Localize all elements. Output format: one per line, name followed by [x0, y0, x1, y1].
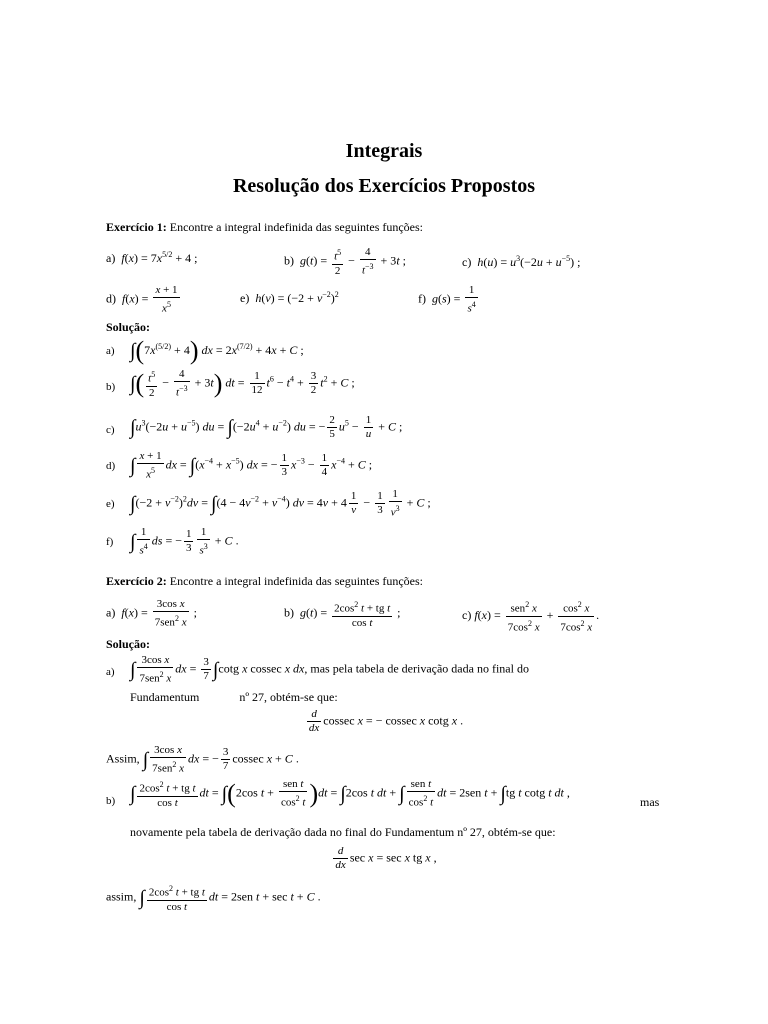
ex1-item-d: d) f(x) = $\frac{x + 1}{x^5}$: [106, 284, 178, 315]
sol2-a: ∫ $\frac{\text{3cos x}}{7sen^2 x}$ dx = $\frac{3}{7}$ ∫cotg x cossec x dx, mas pela tabela de derivação dada no final do: [130, 654, 529, 685]
sol2-b-result: assim, ∫ $\frac{2\cos^2 t + tg t}{\text{cos t}}$ dt = 2sen t + sec t + C .: [106, 884, 321, 913]
ex1-item-c: c) $h(u) = u^3(-2u + u^{-5})$ ;: [462, 254, 581, 269]
page-subtitle: Resolução dos Exercícios Propostos: [232, 175, 536, 197]
sol1-a-label: a): [106, 345, 115, 357]
ex1-solution-label: Solução:: [106, 320, 151, 334]
ex1-item-f: f) g(s) = $\frac{1}{s^4}$: [418, 284, 476, 315]
sol1-c: $\int u^3(-2u + u^{-5})$ du = $\int(-2u^4 + u^{-2})$ du = − $\frac{2}{5}$ $u^5$ − $\frac{1}{u}$ + C ;: [130, 414, 403, 440]
sol2-b: ∫ $\frac{2\cos^2 t + tg t}{\text{cos t}}$ dt = ∫(2cos t + $\frac{\text{sen t}}{\cos^2 t}$ )dt = ∫2cos t dt + ∫ $\frac{\text{sen t}}{\cos^2 t}$ dt = 2sen t + ∫tg t cotg t dt ,: [130, 778, 570, 809]
ex2-item-a: a) f(x) = $\frac{\text{3cos x}}{7sen^2 x}$ ;: [106, 598, 197, 629]
sol1-a: $\int(7x^{(5/2)} + 4)$ dx = $2x^{(7/2)} + 4x + C$ ;: [130, 336, 304, 365]
sol1-c-label: c): [106, 424, 115, 436]
sol2-b-mas: mas: [640, 795, 660, 809]
exercise-1-heading: [106, 220, 423, 235]
sol2-a-assim: Assim,: [106, 751, 140, 766]
ex2-solution-label: Solução:: [106, 637, 151, 651]
sol2-b-assim: assim,: [106, 889, 137, 904]
exercise-2-label: Exercício 2:: [106, 574, 167, 588]
sol2-a-fundamentum: Fundamentum: [130, 690, 200, 704]
sol2-a-derivative: $\frac{d}{dx}$ cossec x = − cossec x cotg x .: [308, 708, 464, 734]
sol2-a-text3: nº 27, obtém-se que:: [239, 690, 338, 704]
sol1-b: ∫( $\frac{t^5}{2}$ − $\frac{4}{t^{-3}}$ + 3t) dt = $\frac{1}{12}$ $t^6 - t^4$ + $\frac{3}{2}$ $t^2 + C$ ;: [130, 368, 355, 399]
exercise-1-label: Exercício 1:: [106, 220, 167, 234]
exercise-2-text: Encontre a integral indefinida das seguintes funções:: [169, 574, 424, 588]
sol2-a-text1: , mas pela tabela de derivação dada no final do: [304, 661, 529, 676]
page-title: Integrais: [345, 140, 423, 162]
exercise-1-text: Encontre a integral indefinida das seguintes funções:: [169, 220, 424, 234]
sol1-e: $\int(-2 + v^{-2})^2dv = \int(4 - 4v^{-2} + v^{-4})$ dv = 4v + 4 $\frac{1}{v}$ − $\frac{1}{3}$ $\frac{1}{v^3}$ + C ;: [130, 488, 431, 519]
ex1-item-b: b) g(t) = $\frac{t^5}{2}$ − $\frac{4}{t^{-3}}$ + 3t ;: [284, 246, 406, 277]
sol2-b-label: b): [106, 795, 116, 807]
sol1-b-label: b): [106, 381, 116, 393]
sol1-f-label: f): [106, 536, 114, 548]
sol2-b-text: novamente pela tabela de derivação dada no final do Fundamentum nº 27, obtém-se que:: [130, 825, 556, 839]
sol1-f: ∫ $\frac{1}{s^4}$ ds = − $\frac{1}{3}$ $\frac{1}{s^3}$ + C .: [130, 526, 239, 557]
sol2-b-derivative: $\frac{d}{dx}$ sec x = sec x tg x ,: [335, 845, 437, 871]
sol2-a-result: Assim, ∫ $\frac{\text{3cos x}}{7sen^2 x}$ dx = − $\frac{3}{7}$ cossec x + C .: [106, 744, 299, 775]
exercise-2-heading: [106, 574, 423, 589]
sol1-d-label: d): [106, 460, 116, 472]
ex1-item-a: a) $f(x) = 7x^{5/2} + 4$ ;: [106, 250, 198, 265]
ex2-item-c: c) f(x) = $\frac{sen^2 x}{7\cos^2 x}$ + $\frac{\cos^2 x}{7\cos^2 x}$ .: [462, 600, 600, 634]
sol1-d: ∫ $\frac{x + 1}{x^5}$ dx = $\int(x^{-4} + x^{-5})$ dx = − $\frac{1}{3}$ $x^{-3}$ − $\frac{1}{4}$ $x^{-4} + C$ ;: [130, 450, 373, 481]
ex2-item-b: b) g(t) = $\frac{2\cos^2 t + tg t}{\text{cos t}}$ ;: [284, 600, 401, 629]
sol1-e-label: e): [106, 498, 115, 510]
sol2-a-label: a): [106, 666, 115, 678]
sol2-a-line2: [130, 690, 338, 705]
ex1-item-e: e) $h(v) = (-2 + v^{-2})^2$: [240, 290, 339, 305]
